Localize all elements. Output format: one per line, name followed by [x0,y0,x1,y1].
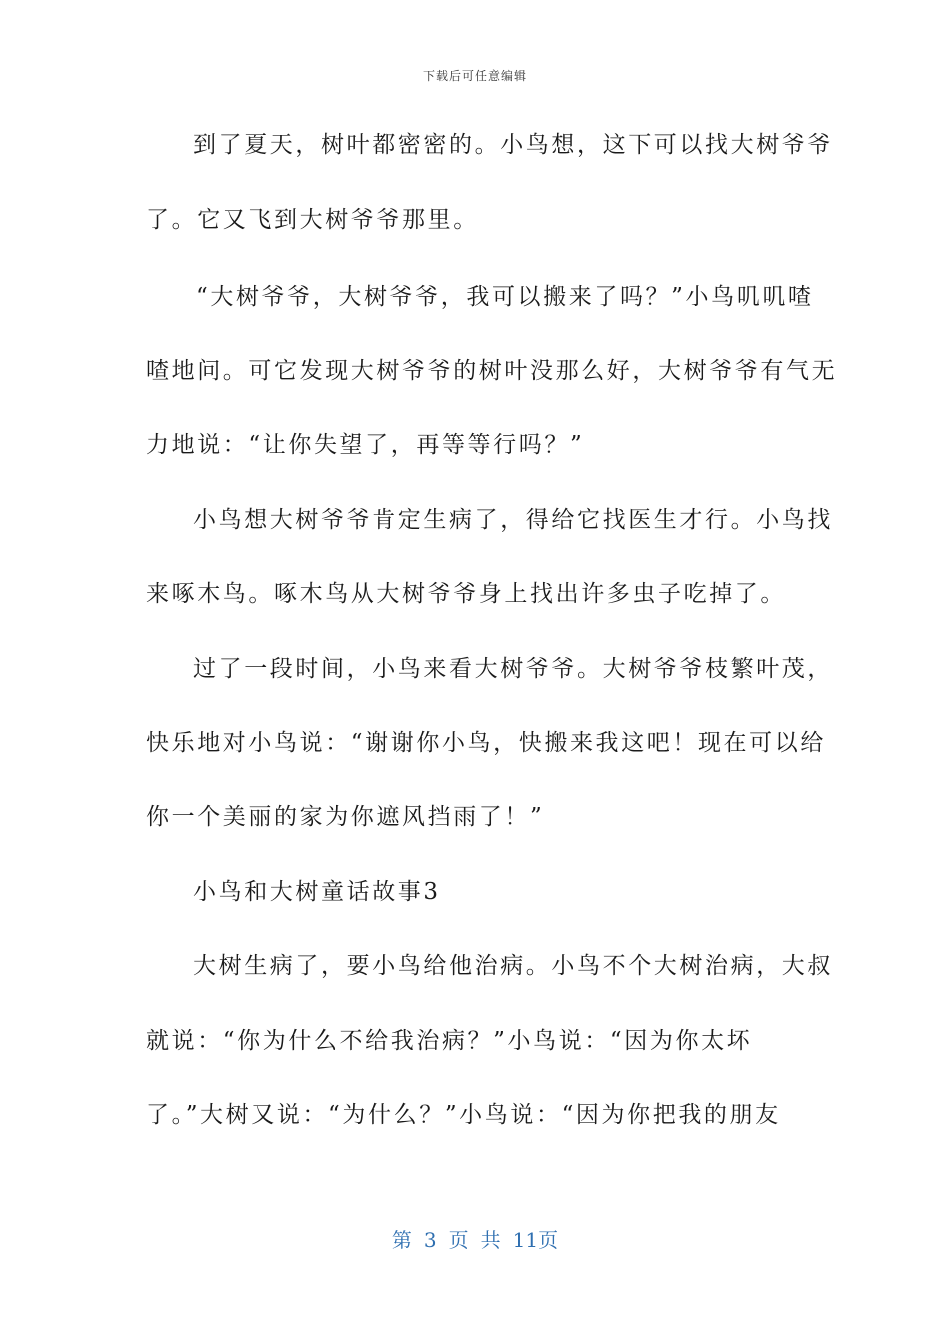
page-footer [0,1224,950,1253]
paragraph-line: 喳地问。可它发现大树爷爷的树叶没那么好，大树爷爷有气无 [146,358,838,384]
footer-label-of: 页 [448,1228,469,1252]
paragraph-line: 力地说：“让你失望了，再等等行吗？” [146,432,585,458]
paragraph-line: “大树爷爷，大树爷爷，我可以搬来了吗？”小鸟叽叽喳 [196,284,814,310]
footer-label-total: 共 [480,1228,501,1252]
paragraph-line: 过了一段时间，小鸟来看大树爷爷。大树爷爷枝繁叶茂， [193,656,833,682]
paragraph-line: 到了夏天，树叶都密密的。小鸟想，这下可以找大树爷爷 [193,132,833,158]
paragraph-line: 快乐地对小鸟说：“谢谢你小鸟，快搬来我这吧！现在可以给 [146,730,826,756]
footer-current-page: 3 [423,1228,437,1252]
footer-label-end: 页 [538,1228,559,1252]
page-header: 下载后可任意编辑 [422,69,527,83]
footer-total-pages: 11 [512,1228,539,1252]
paragraph-line: 来啄木鸟。啄木鸟从大树爷爷身上找出许多虫子吃掉了。 [146,581,786,607]
paragraph-line: 小鸟想大树爷爷肯定生病了，得给它找医生才行。小鸟找 [193,507,833,533]
section-heading: 小鸟和大树童话故事3 [193,879,441,905]
paragraph-line: 了。它又飞到大树爷爷那里。 [146,207,479,233]
paragraph-line: 你一个美丽的家为你遮风挡雨了！” [146,804,545,830]
paragraph-line: 大树生病了，要小鸟给他治病。小鸟不个大树治病，大叔 [193,953,833,979]
paragraph-line: 就说：“你为什么不给我治病？”小鸟说：“因为你太坏 [146,1028,753,1054]
paragraph-line: 了。”大树又说：“为什么？”小鸟说：“因为你把我的朋友 [146,1102,781,1128]
footer-label-page: 第 [391,1228,412,1252]
